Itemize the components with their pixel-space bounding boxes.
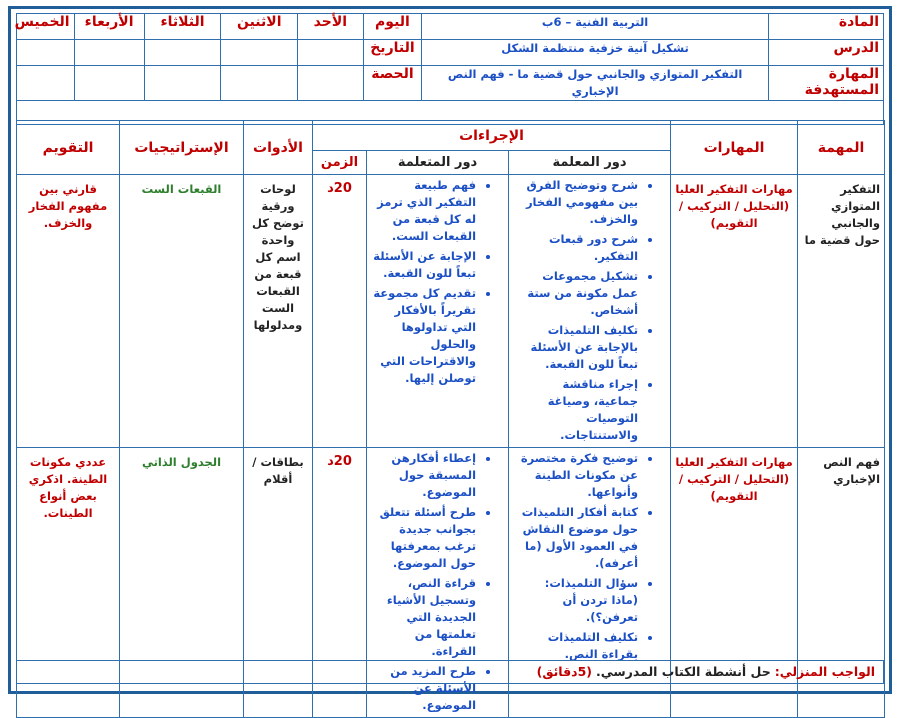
period-cell (74, 66, 144, 101)
period-cell (298, 66, 363, 101)
task-cell: التفكير المتوازي والجانبي حول قضية ما (798, 175, 885, 448)
task-cell: فهم النص الإخباري (798, 448, 885, 718)
student-step: • إعطاء أفكارهن المسبقة حول الموضوع. (373, 450, 476, 501)
header-teacher-role: دور المعلمة (509, 151, 671, 175)
tools-cell: لوحات ورقية توضح كل واحدة اسم كل قبعة من القبعات الست ومدلولها (244, 175, 313, 448)
header-strategies: الإستراتيجيات (120, 121, 244, 175)
day-monday: الاثنين (221, 14, 298, 40)
skills-cell: مهارات التفكير العليا (التحليل / التركيب / التقويم) (671, 448, 798, 718)
day-tuesday: الثلاثاء (144, 14, 221, 40)
subject-value: التربية الفنية – 6ب (422, 14, 769, 40)
skill-label: المهارة المستهدفة (768, 66, 883, 101)
strategy-cell: الجدول الذاتي (120, 448, 244, 718)
teacher-step: • تكليف التلميذات بقراءة النص. (515, 629, 638, 663)
teacher-step: • شرح دور قبعات التفكير. (515, 231, 638, 265)
date-label: التاريخ (363, 40, 422, 66)
evaluation-cell: قارني بين مفهوم الفخار والخزف. (17, 175, 120, 448)
skills-cell: مهارات التفكير العليا (التحليل / التركيب / التقويم) (671, 175, 798, 448)
teacher-step: • تشكيل مجموعات عمل مكونة من ستة أشخاص. (515, 268, 638, 319)
teacher-step: • تكليف التلميذات بالإجابة عن الأسئلة تبعاً للون القبعة. (515, 322, 638, 373)
student-step: • طرح المزيد من الأسئلة عن الموضوع. (373, 663, 476, 714)
teacher-step: • سؤال التلميذات: (ماذا تردن أن تعرفن؟). (515, 575, 638, 626)
time-cell: 20د (313, 175, 367, 448)
teacher-step: • توضيح فكرة مختصرة عن مكونات الطينة وأنواعها. (515, 450, 638, 501)
teacher-step: • شرح وتوضيح الفرق بين مفهومي الفخار والخزف. (515, 177, 638, 228)
header-evaluation: التقويم (17, 121, 120, 175)
period-cell (17, 66, 75, 101)
header-time: الزمن (313, 151, 367, 175)
lesson-label: الدرس (768, 40, 883, 66)
day-label: اليوم (363, 14, 422, 40)
day-thursday: الخميس (17, 14, 75, 40)
skill-value: التفكير المتوازي والجانبي حول قضية ما - فهم النص الإخباري (422, 66, 769, 101)
evaluation-cell: عددي مكونات الطينة. اذكري بعض أنواع الطينات. (17, 448, 120, 718)
student-step: • فهم طبيعة التفكير الذي ترمز له كل قبعة من القبعات الست. (373, 177, 476, 245)
homework-label: الواجب المنزلي: (774, 664, 875, 679)
info-table (16, 13, 884, 125)
strategy-cell: القبعات الست (120, 175, 244, 448)
student-step: • طرح أسئلة تتعلق بجوانب جديدة ترغب بمعرفتها حول الموضوع. (373, 504, 476, 572)
period-label: الحصة (363, 66, 422, 101)
date-cell (144, 40, 221, 66)
student-step: • الإجابة عن الأسئلة تبعاً للون القبعة. (373, 248, 476, 282)
header-skills: المهارات (671, 121, 798, 175)
header-procedures: الإجراءات (313, 121, 671, 151)
header-task: المهمة (798, 121, 885, 175)
homework-duration: (5دقائق) (536, 664, 592, 679)
tools-cell: بطاقات / أقلام (244, 448, 313, 718)
student-role-cell (367, 175, 509, 448)
period-cell (221, 66, 298, 101)
date-cell (74, 40, 144, 66)
lesson-value: تشكيل آنية خزفية منتظمة الشكل (422, 40, 769, 66)
day-wednesday: الأربعاء (74, 14, 144, 40)
lesson-table (16, 120, 885, 718)
homework-text: حل أنشطة الكتاب المدرسي. (595, 664, 771, 679)
time-cell: 20د (313, 448, 367, 718)
header-student-role: دور المتعلمة (367, 151, 509, 175)
header-tools: الأدوات (244, 121, 313, 175)
date-cell (221, 40, 298, 66)
teacher-step: • كتابة أفكار التلميذات حول موضوع النقاش في العمود الأول (ما أعرفه). (515, 504, 638, 572)
date-cell (17, 40, 75, 66)
student-step: • تقديم كل مجموعة تقريراً بالأفكار التي تداولوها والحلول والاقتراحات التي توصلن إليها. (373, 285, 476, 387)
teacher-step: • إجراء مناقشة جماعية، وصياغة التوصيات والاستنتاجات. (515, 376, 638, 444)
period-cell (144, 66, 221, 101)
day-sunday: الأحد (298, 14, 363, 40)
subject-label: المادة (768, 14, 883, 40)
teacher-role-cell (509, 175, 671, 448)
student-step: • قراءة النص، وتسجيل الأشياء الجديدة التي تعلمتها من القراءة. (373, 575, 476, 660)
date-cell (298, 40, 363, 66)
homework-row (16, 660, 884, 684)
